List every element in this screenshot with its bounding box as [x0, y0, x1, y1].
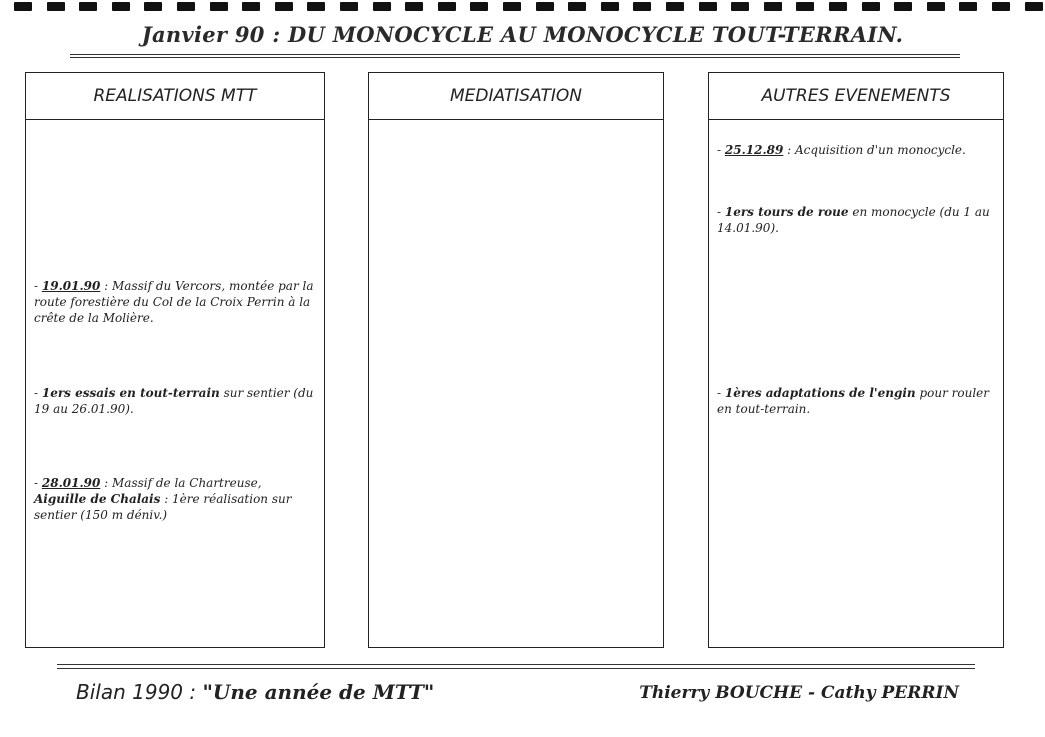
title-underline-2: [70, 57, 960, 58]
binding-ring: [1025, 2, 1043, 11]
column-body: [26, 120, 324, 648]
entry-prefix: -: [34, 476, 42, 490]
footer-authors: Thierry BOUCHE - Cathy PERRIN: [639, 683, 959, 703]
entry-highlight: 1ers essais en tout-terrain: [41, 386, 220, 400]
binding-ring: [601, 2, 619, 11]
entry-item: [717, 204, 995, 236]
column-heading: REALISATIONS MTT: [26, 73, 324, 120]
spiral-binding: [0, 0, 1045, 16]
entry-text: pour rouler en tout-terrain.: [717, 386, 990, 416]
binding-ring: [894, 2, 912, 11]
binding-ring: [438, 2, 456, 11]
column-body: [709, 120, 1003, 648]
binding-ring: [210, 2, 228, 11]
binding-ring: [112, 2, 130, 11]
entry-text: en monocycle (du 1 au 14.01.90).: [717, 205, 990, 235]
entry-item: [34, 475, 316, 523]
binding-ring: [307, 2, 325, 11]
footer-rule: [57, 664, 975, 665]
entry-item: [717, 385, 995, 417]
binding-ring: [731, 2, 749, 11]
binding-ring: [503, 2, 521, 11]
column-mediatisation: [368, 72, 664, 648]
binding-ring: [829, 2, 847, 11]
binding-ring: [47, 2, 65, 11]
footer-rule-2: [57, 668, 975, 669]
entry-highlight: Aiguille de Chalais: [34, 492, 161, 506]
entry-item: [34, 385, 316, 417]
entry-highlight: 1ers tours de roue: [724, 205, 849, 219]
column-realisations: [25, 72, 325, 648]
binding-ring: [536, 2, 554, 11]
entry-prefix: -: [34, 386, 42, 400]
binding-ring: [568, 2, 586, 11]
column-autres-evenements: [708, 72, 1004, 648]
binding-ring: [959, 2, 977, 11]
binding-ring: [405, 2, 423, 11]
binding-ring: [927, 2, 945, 11]
footer-prefix: Bilan 1990 :: [76, 680, 203, 704]
binding-ring: [14, 2, 32, 11]
entry-prefix: -: [717, 205, 725, 219]
entry-text: : 1ère réalisation sur sentier (150 m déniv.): [34, 492, 292, 522]
entry-item: [34, 278, 316, 326]
entry-date: 19.01.90: [41, 279, 101, 293]
binding-ring: [470, 2, 488, 11]
entry-prefix: -: [717, 143, 725, 157]
entry-item: [717, 142, 995, 158]
binding-ring: [79, 2, 97, 11]
entry-text: sur sentier (du 19 au 26.01.90).: [34, 386, 314, 416]
entry-text: : Massif de la Chartreuse,: [100, 476, 262, 490]
binding-ring: [796, 2, 814, 11]
entry-highlight: 1ères adaptations de l'engin: [724, 386, 916, 400]
binding-ring: [862, 2, 880, 11]
entry-text: : Massif du Vercors, montée par la route forestière du Col de la Croix Perrin à la crête de la Molière.: [34, 279, 314, 325]
binding-ring: [275, 2, 293, 11]
binding-ring: [666, 2, 684, 11]
binding-ring: [373, 2, 391, 11]
entry-date: 25.12.89: [724, 143, 784, 157]
title-underline: [70, 54, 960, 55]
binding-ring: [633, 2, 651, 11]
binding-ring: [340, 2, 358, 11]
binding-ring: [177, 2, 195, 11]
entry-prefix: -: [34, 279, 42, 293]
binding-ring: [699, 2, 717, 11]
footer-quote: "Une année de MTT": [202, 680, 435, 704]
binding-ring: [242, 2, 260, 11]
binding-ring: [764, 2, 782, 11]
column-heading: AUTRES EVENEMENTS: [709, 73, 1003, 120]
footer-report-title: [76, 680, 434, 704]
page-title: Janvier 90 : DU MONOCYCLE AU MONOCYCLE TOUT-TERRAIN.: [141, 22, 904, 47]
entry-prefix: -: [717, 386, 725, 400]
binding-ring: [144, 2, 162, 11]
binding-ring: [992, 2, 1010, 11]
column-body: [369, 120, 663, 648]
column-heading: MEDIATISATION: [369, 73, 663, 120]
entry-text: : Acquisition d'un monocycle.: [783, 143, 966, 157]
entry-date: 28.01.90: [41, 476, 101, 490]
